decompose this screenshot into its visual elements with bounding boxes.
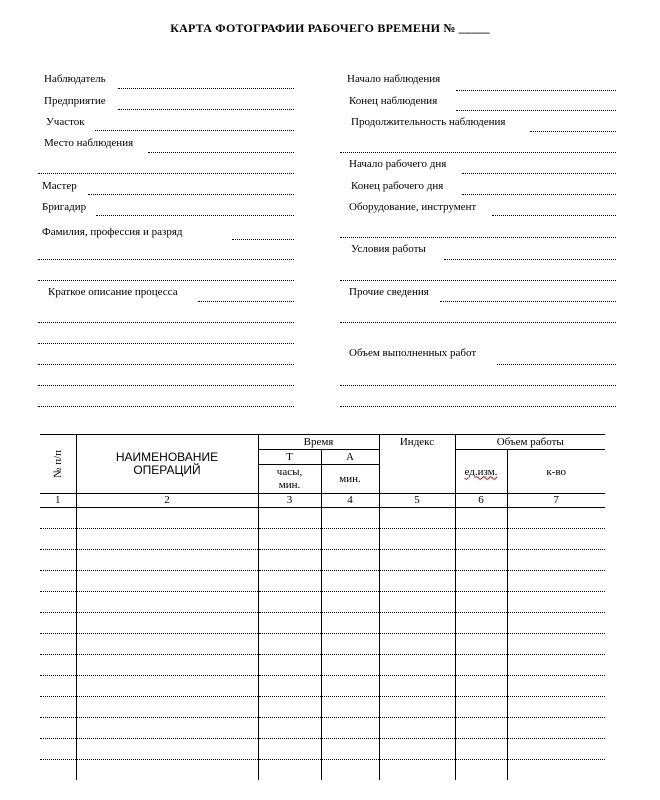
- table-row[interactable]: [40, 529, 605, 550]
- table-cell[interactable]: [321, 550, 379, 571]
- col-min-header: мин.: [321, 465, 379, 494]
- table-cell[interactable]: [76, 592, 258, 613]
- table-cell[interactable]: [40, 760, 76, 781]
- foreman-field[interactable]: [96, 215, 294, 216]
- table-cell[interactable]: [258, 529, 321, 550]
- worker-field-3[interactable]: [38, 280, 294, 281]
- section-field[interactable]: [95, 130, 294, 131]
- table-cell[interactable]: [258, 634, 321, 655]
- volume-label: Объем выполненных работ: [349, 347, 477, 359]
- table-cell[interactable]: [455, 571, 507, 592]
- table-cell[interactable]: [40, 676, 76, 697]
- table-cell[interactable]: [321, 613, 379, 634]
- table-cell[interactable]: [507, 739, 605, 760]
- day-start-label: Начало рабочего дня: [349, 158, 447, 170]
- table-cell[interactable]: [258, 655, 321, 676]
- process-label: Краткое описание процесса: [48, 286, 178, 298]
- obs-start-field[interactable]: [456, 90, 616, 91]
- table-cell[interactable]: [379, 508, 455, 529]
- table-cell[interactable]: [455, 655, 507, 676]
- table-cell[interactable]: [76, 718, 258, 739]
- table-cell[interactable]: [379, 592, 455, 613]
- table-cell[interactable]: [76, 550, 258, 571]
- table-cell[interactable]: [455, 508, 507, 529]
- master-label: Мастер: [42, 180, 77, 192]
- table-cell[interactable]: [507, 718, 605, 739]
- foreman-label: Бригадир: [42, 201, 87, 213]
- col-number: 3: [258, 494, 321, 508]
- table-row[interactable]: [40, 739, 605, 760]
- table-cell[interactable]: [321, 655, 379, 676]
- process-field-6[interactable]: [38, 406, 294, 407]
- table-cell[interactable]: [507, 571, 605, 592]
- table-row[interactable]: [40, 613, 605, 634]
- page-title: КАРТА ФОТОГРАФИИ РАБОЧЕГО ВРЕМЕНИ № _____: [170, 21, 490, 35]
- table-cell[interactable]: [40, 655, 76, 676]
- table-cell[interactable]: [379, 697, 455, 718]
- table-cell[interactable]: [507, 592, 605, 613]
- table-cell[interactable]: [455, 550, 507, 571]
- enterprise-label: Предприятие: [44, 95, 106, 107]
- day-start-field[interactable]: [462, 173, 616, 174]
- col-num-header: [40, 435, 76, 494]
- process-field-4[interactable]: [38, 364, 294, 365]
- table-cell[interactable]: [40, 613, 76, 634]
- col-unit-label: ед.изм.: [464, 465, 498, 478]
- table-cell[interactable]: [379, 550, 455, 571]
- table-cell[interactable]: [455, 697, 507, 718]
- place-field-2[interactable]: [38, 173, 294, 174]
- table-cell[interactable]: [258, 760, 321, 781]
- table-cell[interactable]: [379, 529, 455, 550]
- table-cell[interactable]: [258, 592, 321, 613]
- obs-duration-field[interactable]: [530, 131, 616, 132]
- table-cell[interactable]: [76, 508, 258, 529]
- process-field-3[interactable]: [38, 343, 294, 344]
- table-cell[interactable]: [258, 718, 321, 739]
- day-end-label: Конец рабочего дня: [351, 180, 444, 192]
- col-number: 2: [76, 494, 258, 508]
- table-cell[interactable]: [379, 718, 455, 739]
- table-cell[interactable]: [40, 718, 76, 739]
- equipment-field-2[interactable]: [340, 237, 616, 238]
- table-row[interactable]: [40, 718, 605, 739]
- table-cell[interactable]: [455, 718, 507, 739]
- table-cell[interactable]: [507, 550, 605, 571]
- table-row[interactable]: [40, 697, 605, 718]
- operations-table: [40, 434, 605, 780]
- worker-field-2[interactable]: [38, 259, 294, 260]
- table-cell[interactable]: [455, 676, 507, 697]
- equipment-field[interactable]: [492, 215, 616, 216]
- table-cell[interactable]: [321, 571, 379, 592]
- table-cell[interactable]: [507, 676, 605, 697]
- table-cell[interactable]: [258, 739, 321, 760]
- table-cell[interactable]: [455, 634, 507, 655]
- table-cell[interactable]: [455, 592, 507, 613]
- conditions-field[interactable]: [444, 259, 616, 260]
- table-cell[interactable]: [321, 697, 379, 718]
- table-cell[interactable]: [455, 739, 507, 760]
- col-number: 4: [321, 494, 379, 508]
- table-cell[interactable]: [40, 697, 76, 718]
- col-ops-label: НАИМЕНОВАНИЕ ОПЕРАЦИЙ: [115, 450, 219, 477]
- col-qty-header: к-во: [507, 450, 605, 494]
- table-cell[interactable]: [40, 739, 76, 760]
- table-cell[interactable]: [76, 760, 258, 781]
- table-cell[interactable]: [379, 739, 455, 760]
- volume-field-2[interactable]: [340, 385, 616, 386]
- table-row[interactable]: [40, 571, 605, 592]
- table-cell[interactable]: [40, 529, 76, 550]
- table-cell[interactable]: [76, 613, 258, 634]
- table-cell[interactable]: [76, 697, 258, 718]
- table-cell[interactable]: [258, 571, 321, 592]
- col-number: 7: [507, 494, 605, 508]
- table-cell[interactable]: [321, 529, 379, 550]
- table-cell[interactable]: [507, 613, 605, 634]
- col-hours-label: часы, мин.: [276, 466, 303, 491]
- column-numbers-row: [40, 494, 605, 508]
- table-cell[interactable]: [76, 571, 258, 592]
- table-row[interactable]: [40, 760, 605, 781]
- table-cell[interactable]: [258, 550, 321, 571]
- table-cell[interactable]: [507, 655, 605, 676]
- obs-duration-label: Продолжительность наблюдения: [351, 116, 506, 128]
- col-ops-header: [76, 435, 258, 494]
- table-row[interactable]: [40, 550, 605, 571]
- table-cell[interactable]: [40, 508, 76, 529]
- day-end-field[interactable]: [462, 194, 616, 195]
- place-field[interactable]: [148, 152, 294, 153]
- col-num-label: № п/п: [51, 449, 64, 479]
- table-cell[interactable]: [40, 634, 76, 655]
- volume-field-3[interactable]: [340, 406, 616, 407]
- col-number: 5: [379, 494, 455, 508]
- process-field[interactable]: [198, 301, 294, 302]
- table-cell[interactable]: [379, 760, 455, 781]
- conditions-field-2[interactable]: [340, 280, 616, 281]
- table-row[interactable]: [40, 592, 605, 613]
- table-row[interactable]: [40, 655, 605, 676]
- table-cell[interactable]: [321, 508, 379, 529]
- table-cell[interactable]: [76, 676, 258, 697]
- table-cell[interactable]: [40, 592, 76, 613]
- observer-label: Наблюдатель: [44, 73, 106, 85]
- observer-field[interactable]: [118, 88, 294, 89]
- section-label: Участок: [46, 116, 85, 128]
- place-label: Место наблюдения: [44, 137, 134, 149]
- process-field-2[interactable]: [38, 322, 294, 323]
- table-cell[interactable]: [321, 739, 379, 760]
- table-row[interactable]: [40, 676, 605, 697]
- table-cell[interactable]: [76, 634, 258, 655]
- table-cell[interactable]: [76, 655, 258, 676]
- col-time-header: Время: [258, 435, 379, 450]
- obs-start-label: Начало наблюдения: [347, 73, 441, 85]
- table-cell[interactable]: [455, 529, 507, 550]
- table-cell[interactable]: [258, 613, 321, 634]
- other-label: Прочие сведения: [349, 286, 429, 298]
- table-cell[interactable]: [321, 634, 379, 655]
- table-cell[interactable]: [379, 655, 455, 676]
- conditions-label: Условия работы: [351, 243, 426, 255]
- col-volume-header: Объем работы: [455, 435, 605, 450]
- master-field[interactable]: [88, 194, 294, 195]
- table-cell[interactable]: [455, 613, 507, 634]
- obs-end-label: Конец наблюдения: [349, 95, 438, 107]
- other-field[interactable]: [440, 301, 616, 302]
- worker-field[interactable]: [232, 239, 294, 240]
- table-cell[interactable]: [507, 508, 605, 529]
- table-cell[interactable]: [40, 571, 76, 592]
- table-cell[interactable]: [379, 634, 455, 655]
- col-a-header: А: [321, 450, 379, 465]
- table-cell[interactable]: [258, 508, 321, 529]
- table-row[interactable]: [40, 634, 605, 655]
- table-cell[interactable]: [258, 697, 321, 718]
- table-cell[interactable]: [321, 718, 379, 739]
- table-cell[interactable]: [379, 571, 455, 592]
- table-cell[interactable]: [507, 697, 605, 718]
- table-row[interactable]: [40, 508, 605, 529]
- obs-duration-field-2[interactable]: [340, 152, 616, 153]
- table-cell[interactable]: [321, 760, 379, 781]
- other-field-2[interactable]: [340, 322, 616, 323]
- worker-label: Фамилия, профессия и разряд: [42, 226, 183, 238]
- col-number: 1: [40, 494, 76, 508]
- col-number: 6: [455, 494, 507, 508]
- table-cell[interactable]: [507, 634, 605, 655]
- process-field-5[interactable]: [38, 385, 294, 386]
- table-cell[interactable]: [258, 676, 321, 697]
- table-cell[interactable]: [379, 676, 455, 697]
- obs-end-field[interactable]: [456, 110, 616, 111]
- table-cell[interactable]: [321, 592, 379, 613]
- col-t-header: Т: [258, 450, 321, 465]
- col-hours-header: [258, 465, 321, 494]
- table-cell[interactable]: [507, 529, 605, 550]
- table-cell[interactable]: [379, 613, 455, 634]
- col-unit-header: [455, 450, 507, 494]
- table-cell[interactable]: [40, 550, 76, 571]
- table-cell[interactable]: [76, 739, 258, 760]
- col-index-header: Индекс: [379, 435, 455, 494]
- enterprise-field[interactable]: [118, 109, 294, 110]
- equipment-label: Оборудование, инструмент: [349, 201, 477, 213]
- volume-field[interactable]: [497, 364, 616, 365]
- table-cell[interactable]: [507, 760, 605, 781]
- table-cell[interactable]: [321, 676, 379, 697]
- table-cell[interactable]: [76, 529, 258, 550]
- table-cell[interactable]: [455, 760, 507, 781]
